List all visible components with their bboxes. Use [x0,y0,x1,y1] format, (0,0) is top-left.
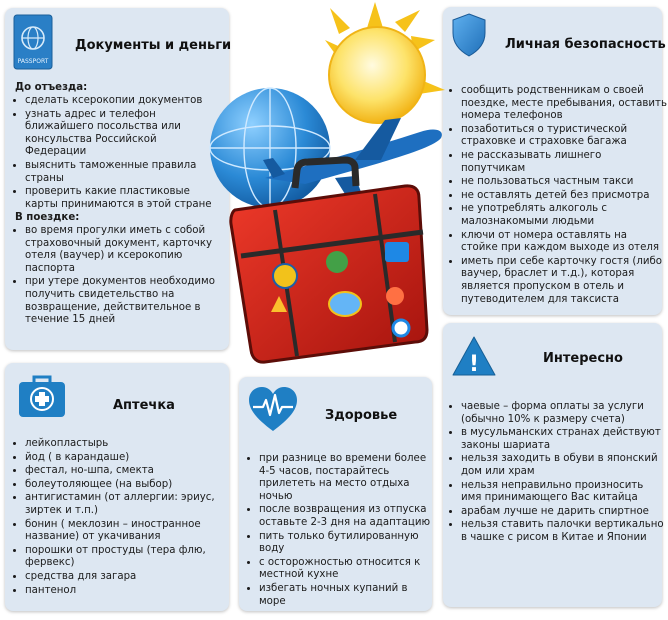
trip-list [13,225,225,328]
list-item: • йод ( в карандаше) [25,452,233,465]
before-label: До отъезда: [15,82,88,93]
security-title: Личная безопасность [505,37,666,52]
list-item: • бонин ( меклозин – иностранное название) от укачивания [25,519,233,544]
interesting-title: Интересно [543,351,623,366]
health-card [239,377,432,611]
list-item: • узнать адрес и телефон ближайшего посольства или консульства Российской Федерации [25,109,221,159]
interesting-card [443,323,662,607]
list-item: • не оставлять детей без присмотра [461,190,667,203]
firstaid-card [5,363,229,611]
list-item: • при утере документов необходимо получить свидетельство на возвращение, действительное в течение 15 дней [25,276,225,326]
list-item: • в мусульманских странах действуют законы шариата [461,427,665,452]
list-item: • позаботиться о туристической страховке и страховке багажа [461,124,667,149]
list-item: • антигистамин (от аллергии: эриус, зиртек и т.п.) [25,492,233,517]
firstaid-title: Аптечка [113,398,175,413]
security-card [443,7,667,315]
list-item: • нельзя ставить палочки вертикально в чашке с рисом в Китае и Японии [461,519,665,544]
svg-text:!: ! [468,352,480,377]
list-item: • после возвращения из отпуска оставьте 2-3 дня на адаптацию [259,504,437,529]
before-list [13,95,221,212]
health-list [247,453,437,609]
list-item: • сделать ксерокопии документов [25,95,221,108]
list-item: • иметь при себе карточку гостя (либо ваучер, браслет и т.д.), которая является пропуском в отель и путеводителем для таксиста [461,256,667,306]
globe-icon [210,88,330,208]
list-item: • сообщить родственникам о своей поездке, месте пребывания, оставить номера телефонов [461,85,667,123]
security-list [449,85,667,307]
list-item: • болеутоляющее (на выбор) [25,479,233,492]
documents-title: Документы и деньги [75,38,232,53]
list-item: • нельзя неправильно произносить имя принимающего Вас китайца [461,480,665,505]
trip-label: В поездке: [15,212,80,223]
list-item: • нельзя заходить в обуви в японский дом или храм [461,453,665,478]
list-item: • при разнице во времени более 4-5 часов, постарайтесь прилететь на место отдыха ночью [259,453,437,503]
heartbeat-icon [247,385,299,435]
list-item: • с осторожностью относится к местной кухне [259,557,437,582]
travel-illustration [205,0,455,372]
list-item: • проверить какие пластиковые карты принимаются в этой стране [25,186,221,211]
list-item: • не употреблять алкоголь с малознакомыми людьми [461,203,667,228]
list-item: • пить только бутилированную воду [259,531,437,556]
health-title: Здоровье [325,408,398,423]
list-item: • чаевые – форма оплаты за услуги (обычно 10% к размеру счета) [461,401,665,426]
interesting-list [449,401,665,546]
list-item: • арабам лучше не дарить спиртное [461,506,665,519]
shield-icon [451,13,487,57]
passport-icon [13,14,53,70]
svg-text:PASSPORT: PASSPORT [17,58,49,65]
list-item: • не пользоваться частным такси [461,176,667,189]
list-item: • ключи от номера оставлять на стойке при каждом выходе из отеля [461,230,667,255]
list-item: • выяснить таможенные правила страны [25,160,221,185]
list-item: • не рассказывать лишнего попутчикам [461,150,667,175]
first-aid-kit-icon [17,373,67,419]
list-item: • средства для загара [25,571,233,584]
documents-card [5,8,232,350]
list-item: • пантенол [25,585,233,598]
firstaid-list [13,438,233,598]
list-item: • лейкопластырь [25,438,233,451]
list-item: • фестал, но-шпа, смекта [25,465,233,478]
list-item: • избегать ночных купаний в море [259,583,437,608]
list-item: • порошки от простуды (тера флю, фервекс) [25,545,233,570]
warning-icon [451,335,497,377]
list-item: • во время прогулки иметь с собой страховочный документ, карточку отеля (ваучер) и ксерокопию паспорта [25,225,225,275]
